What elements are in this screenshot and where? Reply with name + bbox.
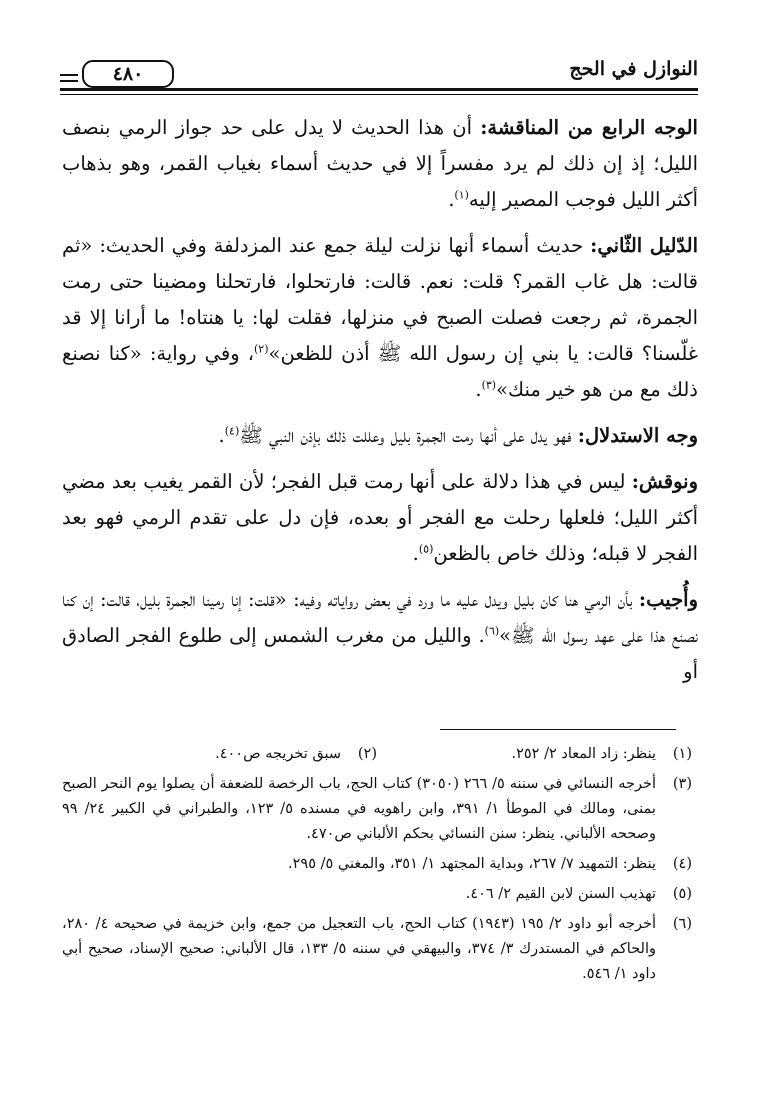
paragraph-tail: . (218, 424, 225, 447)
footnote-text: أخرجه أبو داود ٢/ ١٩٥ (١٩٤٣) كتاب الحج، باب التعجيل من جمع، وابن خزيمة في صحيحه ٤/ ٢٨٠، والحاكم في المستدرك ٣/ ٣٧٤، والبيهقي في سننه ٥/ ١٣٣، قال الألباني: صحيح الإسناد، صحيح أبي داود ١/ ٥٤٦. (62, 916, 657, 982)
footnote (62, 772, 692, 847)
footnote-number: (٦) (672, 916, 692, 932)
paragraph (62, 228, 698, 408)
footnote (62, 912, 692, 987)
footnote-separator (440, 729, 676, 730)
footnotes (62, 742, 692, 992)
paragraph-text: بأن الرمي هنا كان بليل ويدل عليه ما ورد في بعض رواياته وفيه: «قلت: إنا رمينا الجمرة بليل، قالت: إن كنا نصنع هذا على عهد رسول الله ﷺ» (62, 588, 698, 647)
footnote-ref[interactable]: (٣) (481, 378, 497, 392)
paragraph-text: أن هذا الحديث لا يدل على حد جواز الرمي بنصف الليل؛ إذ إن ذلك لم يرد مفسراً إلا في حديث أسماء بغياب القمر، وهو بذهاب أكثر الليل فوجب المصير إليه (62, 116, 698, 211)
paragraph-tail: . (412, 542, 419, 565)
footnote-text: أخرجه النسائي في سننه ٥/ ٢٦٦ (٣٠٥٠) كتاب الحج، باب الرخصة للضعفة أن يصلوا يوم النحر الصبح بمنى، ومالك في الموطأ ١/ ٣٩١، وابن راهويه في مسنده ٥/ ١٢٣، والطبراني في الكبير ٢٤/ ٩٩ وصححه الألباني. ينظر: سنن النسائي بحكم الألباني ص٤٧٠. (62, 776, 656, 842)
footnote-ref[interactable]: (٢) (254, 342, 269, 356)
paragraph-text: ليس في هذا دلالة على أنها رمت قبل الفجر؛ لأن القمر يغيب بعد مضي أكثر الليل؛ فلعلها رحلت مع الفجر أو بعده، فإن دل على تقدم الرمي فهو بعد الفجر لا قبله؛ وذلك خاص بالظعن (62, 470, 698, 565)
paragraph-text: حديث أسماء أنها نزلت ليلة جمع عند المزدلفة وفي الحديث: «ثم قالت: هل غاب القمر؟ قلت: نعم. قالت: فارتحلوا، فارتحلنا ومضينا حتى رمت الجمرة، ثم رجعت فصلت الصبح في منزلها، فقلت لها: يا هنتاه! ما أرانا إلا قد غلّسنا؟ قالت: يا بني إن رسول الله ﷺ أذن للظعن» (62, 234, 698, 365)
footnote-text: ينظر: زاد المعاد ٢/ ٢٥٢. (511, 746, 656, 762)
paragraph (62, 110, 698, 218)
footnote (377, 742, 692, 767)
paragraph-tail: . (448, 188, 455, 211)
footnote-number: (١) (672, 746, 692, 762)
footnote-ref[interactable]: (٦) (484, 624, 500, 638)
footnote-number: (٤) (672, 856, 692, 872)
book-title: النوازل في الحج (569, 58, 698, 80)
footnote-text: سبق تخريجه ص٤٠٠. (215, 746, 341, 762)
footnote-ref[interactable]: (٥) (418, 542, 434, 556)
footnote (62, 882, 692, 907)
footnote-ref[interactable]: (٤) (224, 424, 240, 438)
paragraph (62, 464, 698, 572)
paragraph-lead: وجه الاستدلال: (577, 424, 698, 447)
page-number: ٤٨٠ (82, 60, 174, 88)
paragraph-lead: وأُجيب: (638, 588, 698, 611)
paragraph-text: فهو يدل على أنها رمت الجمرة بليل وعللت ذلك بإذن النبي ﷺ (239, 424, 578, 447)
footnote (62, 742, 377, 767)
main-text (62, 110, 698, 700)
header-rule (60, 88, 698, 91)
header-ornament-line (60, 80, 78, 82)
paragraph-tail: . والليل من مغرب الشمس إلى طلوع الفجر الصادق أو (62, 624, 698, 683)
footnote-number: (٥) (672, 886, 692, 902)
footnote (62, 852, 692, 877)
footnote-number: (٣) (672, 776, 692, 792)
paragraph-tail: . (475, 378, 482, 401)
paragraph (62, 582, 698, 690)
header-ornament-line (60, 74, 78, 76)
paragraph (62, 418, 698, 454)
footnote-text: تهذيب السنن لابن القيم ٢/ ٤٠٦. (465, 886, 656, 902)
paragraph-lead: الدّليل الثّاني: (590, 234, 698, 257)
footnote-text: ينظر: التمهيد ٧/ ٢٦٧، وبداية المجتهد ١/ ٣٥١، والمغني ٥/ ٢٩٥. (288, 856, 656, 872)
footnote-ref[interactable]: (١) (454, 188, 469, 202)
paragraph-lead: الوجه الرابع من المناقشة: (480, 116, 698, 139)
paragraph-text: ، وفي رواية: «كنا نصنع ذلك مع من هو خير منك» (62, 342, 698, 401)
header-rule-thin (60, 94, 698, 95)
footnote-pair (62, 742, 692, 767)
footnote-number: (٢) (357, 746, 377, 762)
page-header (60, 58, 698, 92)
paragraph-lead: ونوقش: (631, 470, 698, 493)
